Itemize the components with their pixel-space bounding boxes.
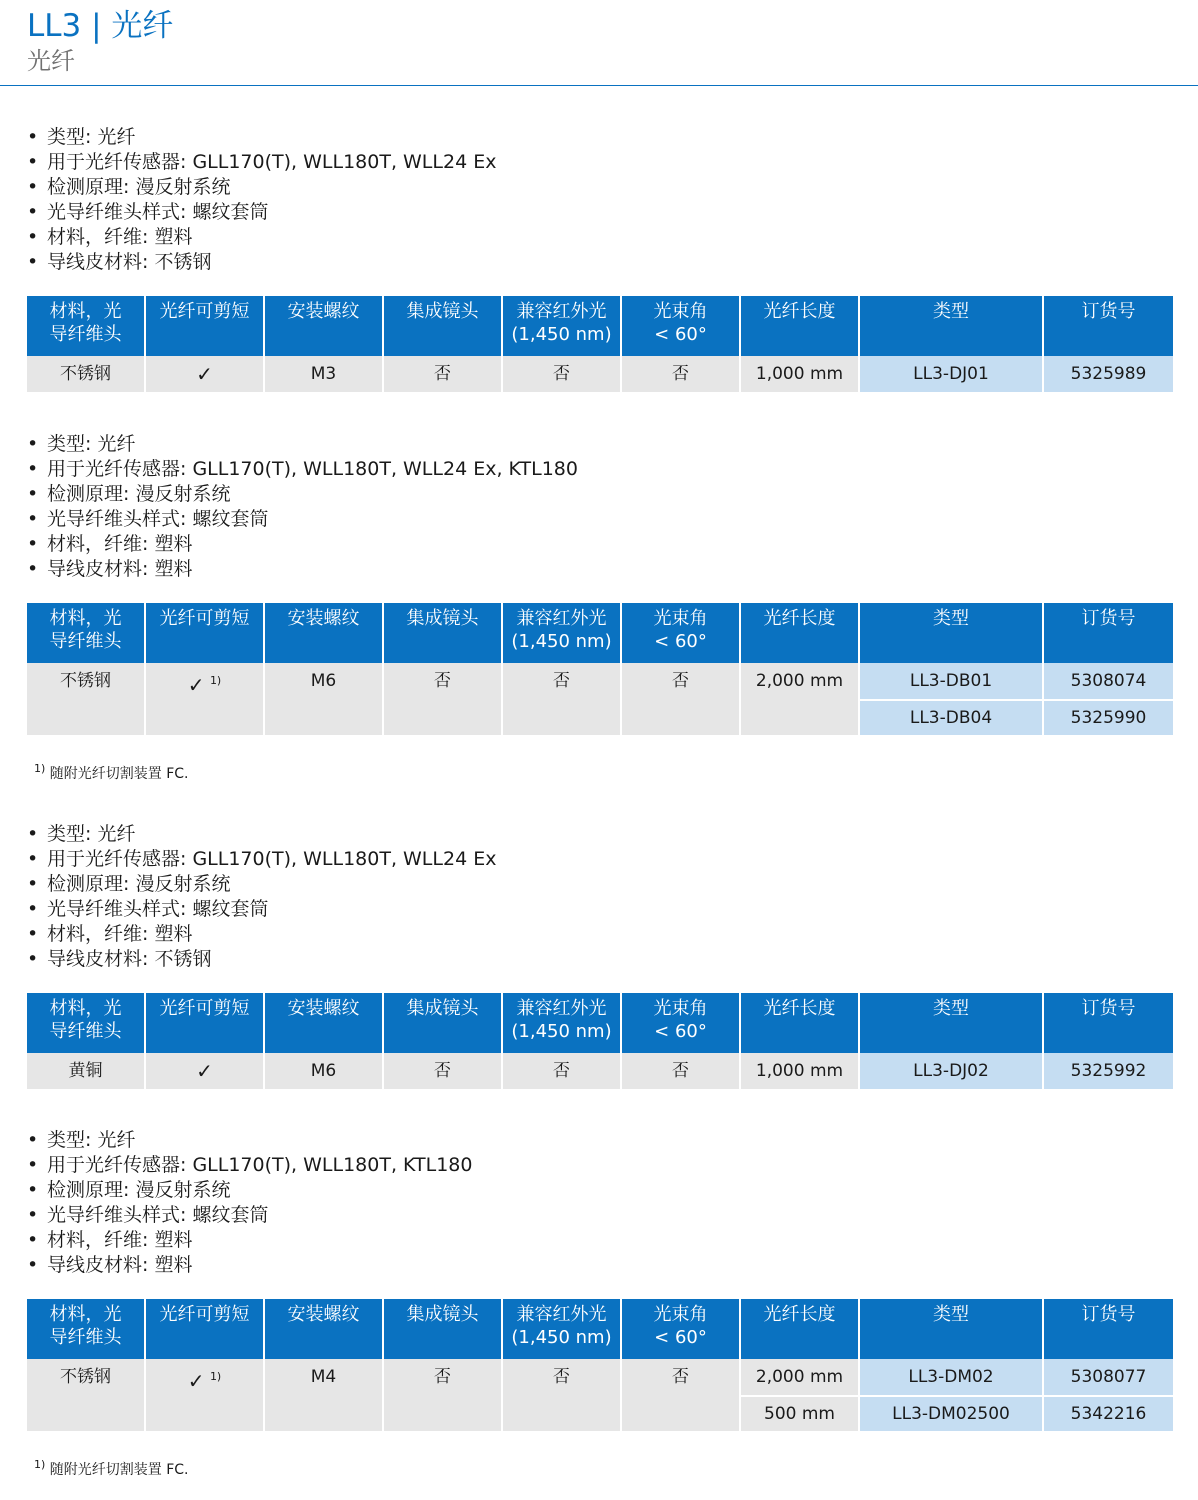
- column-header-line: 类型: [933, 1304, 969, 1325]
- column-header-line: 订货号: [1081, 608, 1136, 629]
- bullet-icon: •: [27, 176, 39, 198]
- order-number-cell-value: 5342216: [1070, 1404, 1147, 1424]
- thread-cell: [265, 1053, 382, 1089]
- property-item: [27, 532, 1171, 557]
- column-header-line: 光束角: [653, 608, 708, 629]
- bullet-icon: •: [27, 848, 39, 870]
- property-item: [27, 847, 1171, 872]
- property-text: 导线皮材料: 塑料: [47, 1254, 193, 1276]
- header-divider: [0, 85, 1198, 86]
- property-text: 材料，纤维: 塑料: [47, 1229, 193, 1251]
- column-header-line: 安装螺纹: [287, 1304, 360, 1325]
- column-header: [860, 993, 1042, 1053]
- thread-cell: [265, 1359, 382, 1431]
- length-cell-value: 500 mm: [764, 1404, 835, 1424]
- footnote-marker: 1): [209, 1370, 222, 1383]
- property-text: 材料，纤维: 塑料: [47, 533, 193, 555]
- spec-table: [25, 993, 1175, 1089]
- thread-cell-value: M6: [310, 671, 337, 691]
- property-item: [27, 457, 1171, 482]
- bullet-icon: •: [27, 533, 39, 555]
- order-number-cell: [1044, 1359, 1173, 1395]
- column-header: [622, 603, 739, 663]
- property-item: [27, 1203, 1171, 1228]
- length-cell-value: 1,000 mm: [755, 1061, 844, 1081]
- thread-cell-value: M4: [310, 1367, 337, 1387]
- column-header-line: 导纤维头: [49, 324, 122, 345]
- column-header: [503, 993, 620, 1053]
- order-number-cell-value: 5308077: [1070, 1367, 1147, 1387]
- bullet-icon: •: [27, 1154, 39, 1176]
- property-text: 类型: 光纤: [47, 823, 136, 845]
- lens-cell-value: 否: [434, 1061, 451, 1081]
- type-cell: [860, 356, 1042, 392]
- length-cell: [741, 663, 858, 735]
- property-item: [27, 225, 1171, 250]
- property-text: 导线皮材料: 不锈钢: [47, 948, 212, 970]
- angle-cell-value: 否: [672, 671, 689, 691]
- column-header: [622, 1299, 739, 1359]
- property-item: [27, 482, 1171, 507]
- ir-cell: [503, 356, 620, 392]
- table-row: [27, 1053, 1173, 1089]
- type-cell-value: LL3-DM02: [908, 1367, 994, 1387]
- table-header-row: [27, 993, 1173, 1053]
- page-header: [27, 6, 173, 76]
- column-header-line: 订货号: [1081, 998, 1136, 1019]
- property-text: 检测原理: 漫反射系统: [47, 873, 231, 895]
- column-header-line: 材料，光: [49, 998, 122, 1019]
- column-header-line: 导纤维头: [49, 1327, 122, 1348]
- ir-cell-value: 否: [553, 671, 570, 691]
- bullet-icon: •: [27, 948, 39, 970]
- angle-cell: [622, 1359, 739, 1431]
- column-header: [384, 603, 501, 663]
- property-item: [27, 1153, 1171, 1178]
- material-cell-value: 不锈钢: [60, 671, 111, 691]
- type-cell-value: LL3-DB04: [909, 708, 993, 728]
- lens-cell: [384, 1053, 501, 1089]
- column-header-line: 材料，光: [49, 608, 122, 629]
- property-item: [27, 200, 1171, 225]
- cuttable-cell: [146, 1359, 263, 1431]
- column-header-line: 集成镜头: [406, 998, 479, 1019]
- property-item: [27, 1178, 1171, 1203]
- property-item: [27, 922, 1171, 947]
- column-header-line: 光束角: [653, 1304, 708, 1325]
- property-text: 光导纤维头样式: 螺纹套筒: [47, 1204, 269, 1226]
- bullet-icon: •: [27, 898, 39, 920]
- property-text: 类型: 光纤: [47, 433, 136, 455]
- property-item: [27, 250, 1171, 275]
- order-number-cell: [1044, 1395, 1173, 1431]
- angle-cell-value: 否: [672, 364, 689, 384]
- bullet-icon: •: [27, 226, 39, 248]
- length-cell-value: 2,000 mm: [755, 1367, 844, 1387]
- spec-table-4: [27, 1299, 1171, 1431]
- column-header-line: 光纤长度: [763, 998, 836, 1019]
- column-header-line: 类型: [933, 608, 969, 629]
- property-text: 用于光纤传感器: GLL170(T), WLL180T, WLL24 Ex, KTL180: [47, 458, 578, 480]
- material-cell: [27, 1359, 144, 1431]
- property-list-2: [27, 432, 1171, 582]
- property-item: [27, 175, 1171, 200]
- bullet-icon: •: [27, 151, 39, 173]
- footnote-text: 随附光纤切割装置 FC.: [49, 766, 189, 782]
- column-header: [1044, 993, 1173, 1053]
- bullet-icon: •: [27, 1129, 39, 1151]
- column-header-line: < 60°: [654, 324, 707, 345]
- lens-cell: [384, 1359, 501, 1431]
- thread-cell-value: M6: [310, 1061, 337, 1081]
- length-cell-value: 1,000 mm: [755, 364, 844, 384]
- column-header: [1044, 1299, 1173, 1359]
- property-item: [27, 150, 1171, 175]
- checkmark-icon: ✓: [187, 673, 205, 697]
- lens-cell: [384, 356, 501, 392]
- property-item: [27, 125, 1171, 150]
- bullet-icon: •: [27, 1254, 39, 1276]
- spec-table: [25, 296, 1175, 392]
- column-header-line: 安装螺纹: [287, 998, 360, 1019]
- bullet-icon: •: [27, 1229, 39, 1251]
- order-number-cell-value: 5325992: [1070, 1061, 1147, 1081]
- column-header: [1044, 296, 1173, 356]
- column-header-line: < 60°: [654, 631, 707, 652]
- spec-table-1: [27, 296, 1171, 392]
- property-list-4: [27, 1128, 1171, 1278]
- length-cell: [741, 1053, 858, 1089]
- checkmark-icon: ✓: [187, 1369, 205, 1393]
- column-header-line: 材料，光: [49, 301, 122, 322]
- column-header: [265, 993, 382, 1053]
- column-header: [27, 603, 144, 663]
- property-text: 材料，纤维: 塑料: [47, 923, 193, 945]
- column-header-line: 光纤可剪短: [159, 301, 250, 322]
- column-header-line: 集成镜头: [406, 1304, 479, 1325]
- thread-cell: [265, 356, 382, 392]
- column-header: [503, 603, 620, 663]
- cuttable-cell: [146, 356, 263, 392]
- cuttable-cell: [146, 663, 263, 735]
- property-item: [27, 1253, 1171, 1278]
- bullet-icon: •: [27, 558, 39, 580]
- column-header: [265, 1299, 382, 1359]
- ir-cell-value: 否: [553, 1367, 570, 1387]
- column-header-line: 类型: [933, 998, 969, 1019]
- column-header: [384, 1299, 501, 1359]
- property-text: 用于光纤传感器: GLL170(T), WLL180T, KTL180: [47, 1154, 473, 1176]
- column-header-line: 光纤可剪短: [159, 1304, 250, 1325]
- property-list-1: [27, 125, 1171, 275]
- column-header-line: 订货号: [1081, 1304, 1136, 1325]
- column-header-line: (1,450 nm): [511, 324, 612, 345]
- bullet-icon: •: [27, 1179, 39, 1201]
- angle-cell: [622, 356, 739, 392]
- checkmark-icon: ✓: [196, 1059, 213, 1083]
- column-header: [27, 296, 144, 356]
- length-cell: [741, 1359, 858, 1395]
- material-cell-value: 不锈钢: [60, 1367, 111, 1387]
- column-header: [1044, 603, 1173, 663]
- table-row: [27, 1359, 1173, 1395]
- column-header: [741, 603, 858, 663]
- type-cell: [860, 1053, 1042, 1089]
- property-text: 材料，纤维: 塑料: [47, 226, 193, 248]
- order-number-cell: [1044, 699, 1173, 735]
- column-header-line: 光纤长度: [763, 608, 836, 629]
- ir-cell: [503, 663, 620, 735]
- column-header-line: 兼容红外光: [516, 1304, 607, 1325]
- angle-cell-value: 否: [672, 1367, 689, 1387]
- column-header-line: 材料，光: [49, 1304, 122, 1325]
- angle-cell: [622, 663, 739, 735]
- column-header-line: < 60°: [654, 1327, 707, 1348]
- spec-table-2: [27, 603, 1171, 735]
- property-item: [27, 432, 1171, 457]
- column-header-line: 订货号: [1081, 301, 1136, 322]
- property-item: [27, 897, 1171, 922]
- lens-cell: [384, 663, 501, 735]
- property-item: [27, 872, 1171, 897]
- column-header-line: 导纤维头: [49, 631, 122, 652]
- footnote-marker: 1): [209, 674, 222, 687]
- checkmark-icon: ✓: [196, 362, 213, 386]
- property-text: 用于光纤传感器: GLL170(T), WLL180T, WLL24 Ex: [47, 848, 497, 870]
- type-cell: [860, 1359, 1042, 1395]
- column-header: [146, 1299, 263, 1359]
- footnote: [34, 1456, 188, 1479]
- column-header-line: 导纤维头: [49, 1021, 122, 1042]
- footnote-text: 随附光纤切割装置 FC.: [49, 1462, 189, 1478]
- column-header-line: 光纤可剪短: [159, 608, 250, 629]
- length-cell: [741, 356, 858, 392]
- property-text: 导线皮材料: 塑料: [47, 558, 193, 580]
- bullet-icon: •: [27, 923, 39, 945]
- footnote: [34, 760, 188, 783]
- property-text: 光导纤维头样式: 螺纹套筒: [47, 508, 269, 530]
- column-header: [741, 296, 858, 356]
- column-header: [860, 603, 1042, 663]
- cuttable-cell: [146, 1053, 263, 1089]
- column-header: [384, 993, 501, 1053]
- column-header-line: 兼容红外光: [516, 608, 607, 629]
- column-header-line: 光纤长度: [763, 1304, 836, 1325]
- property-text: 光导纤维头样式: 螺纹套筒: [47, 201, 269, 223]
- bullet-icon: •: [27, 483, 39, 505]
- property-text: 检测原理: 漫反射系统: [47, 176, 231, 198]
- column-header-line: 光纤可剪短: [159, 998, 250, 1019]
- column-header-line: (1,450 nm): [511, 1327, 612, 1348]
- spec-table: [25, 603, 1175, 735]
- footnote-marker: 1): [34, 762, 46, 775]
- lens-cell-value: 否: [434, 671, 451, 691]
- order-number-cell-value: 5325990: [1070, 708, 1147, 728]
- type-cell-value: LL3-DJ01: [913, 364, 989, 384]
- angle-cell-value: 否: [672, 1061, 689, 1081]
- column-header-line: 光束角: [653, 998, 708, 1019]
- property-item: [27, 1128, 1171, 1153]
- table-header-row: [27, 603, 1173, 663]
- bullet-icon: •: [27, 251, 39, 273]
- column-header: [741, 993, 858, 1053]
- column-header: [146, 603, 263, 663]
- order-number-cell-value: 5325989: [1070, 364, 1147, 384]
- column-header: [27, 993, 144, 1053]
- property-text: 光导纤维头样式: 螺纹套筒: [47, 898, 269, 920]
- table-header-row: [27, 296, 1173, 356]
- type-cell: [860, 1395, 1042, 1431]
- lens-cell-value: 否: [434, 1367, 451, 1387]
- column-header-line: 安装螺纹: [287, 608, 360, 629]
- bullet-icon: •: [27, 201, 39, 223]
- column-header: [503, 1299, 620, 1359]
- page-subtitle: 光纤: [27, 47, 75, 75]
- column-header-line: 光束角: [653, 301, 708, 322]
- bullet-icon: •: [27, 458, 39, 480]
- column-header: [622, 993, 739, 1053]
- column-header: [860, 1299, 1042, 1359]
- order-number-cell: [1044, 356, 1173, 392]
- type-cell: [860, 699, 1042, 735]
- material-cell: [27, 356, 144, 392]
- spec-table-3: [27, 993, 1171, 1089]
- table-header-row: [27, 1299, 1173, 1359]
- column-header: [622, 296, 739, 356]
- bullet-icon: •: [27, 873, 39, 895]
- property-list-3: [27, 822, 1171, 972]
- property-item: [27, 822, 1171, 847]
- material-cell-value: 黄铜: [68, 1061, 103, 1081]
- material-cell: [27, 663, 144, 735]
- property-text: 检测原理: 漫反射系统: [47, 1179, 231, 1201]
- material-cell-value: 不锈钢: [60, 364, 111, 384]
- page-title: LL3 | 光纤: [27, 8, 174, 44]
- spec-table: [25, 1299, 1175, 1431]
- column-header-line: (1,450 nm): [511, 1021, 612, 1042]
- column-header-line: < 60°: [654, 1021, 707, 1042]
- table-row: [27, 663, 1173, 699]
- property-item: [27, 947, 1171, 972]
- ir-cell: [503, 1053, 620, 1089]
- order-number-cell: [1044, 1053, 1173, 1089]
- column-header-line: 兼容红外光: [516, 998, 607, 1019]
- thread-cell-value: M3: [310, 364, 337, 384]
- material-cell: [27, 1053, 144, 1089]
- column-header: [146, 296, 263, 356]
- column-header-line: 兼容红外光: [516, 301, 607, 322]
- column-header: [27, 1299, 144, 1359]
- property-text: 类型: 光纤: [47, 126, 136, 148]
- property-item: [27, 557, 1171, 582]
- bullet-icon: •: [27, 126, 39, 148]
- column-header: [146, 993, 263, 1053]
- length-cell: [741, 1395, 858, 1431]
- property-text: 检测原理: 漫反射系统: [47, 483, 231, 505]
- column-header-line: 安装螺纹: [287, 301, 360, 322]
- order-number-cell: [1044, 663, 1173, 699]
- property-text: 类型: 光纤: [47, 1129, 136, 1151]
- type-cell-value: LL3-DM02500: [892, 1404, 1010, 1424]
- column-header-line: 光纤长度: [763, 301, 836, 322]
- property-text: 用于光纤传感器: GLL170(T), WLL180T, WLL24 Ex: [47, 151, 497, 173]
- column-header: [741, 1299, 858, 1359]
- column-header: [265, 296, 382, 356]
- type-cell-value: LL3-DJ02: [913, 1061, 989, 1081]
- ir-cell: [503, 1359, 620, 1431]
- column-header: [860, 296, 1042, 356]
- footnote-marker: 1): [34, 1458, 46, 1471]
- property-item: [27, 507, 1171, 532]
- angle-cell: [622, 1053, 739, 1089]
- column-header-line: 集成镜头: [406, 608, 479, 629]
- order-number-cell-value: 5308074: [1070, 671, 1147, 691]
- column-header-line: (1,450 nm): [511, 631, 612, 652]
- column-header-line: 集成镜头: [406, 301, 479, 322]
- ir-cell-value: 否: [553, 364, 570, 384]
- bullet-icon: •: [27, 508, 39, 530]
- column-header: [265, 603, 382, 663]
- ir-cell-value: 否: [553, 1061, 570, 1081]
- type-cell: [860, 663, 1042, 699]
- property-text: 导线皮材料: 不锈钢: [47, 251, 212, 273]
- thread-cell: [265, 663, 382, 735]
- property-item: [27, 1228, 1171, 1253]
- bullet-icon: •: [27, 823, 39, 845]
- column-header-line: 类型: [933, 301, 969, 322]
- type-cell-value: LL3-DB01: [909, 671, 993, 691]
- table-row: [27, 356, 1173, 392]
- column-header: [384, 296, 501, 356]
- column-header: [503, 296, 620, 356]
- lens-cell-value: 否: [434, 364, 451, 384]
- bullet-icon: •: [27, 433, 39, 455]
- length-cell-value: 2,000 mm: [755, 671, 844, 691]
- bullet-icon: •: [27, 1204, 39, 1226]
